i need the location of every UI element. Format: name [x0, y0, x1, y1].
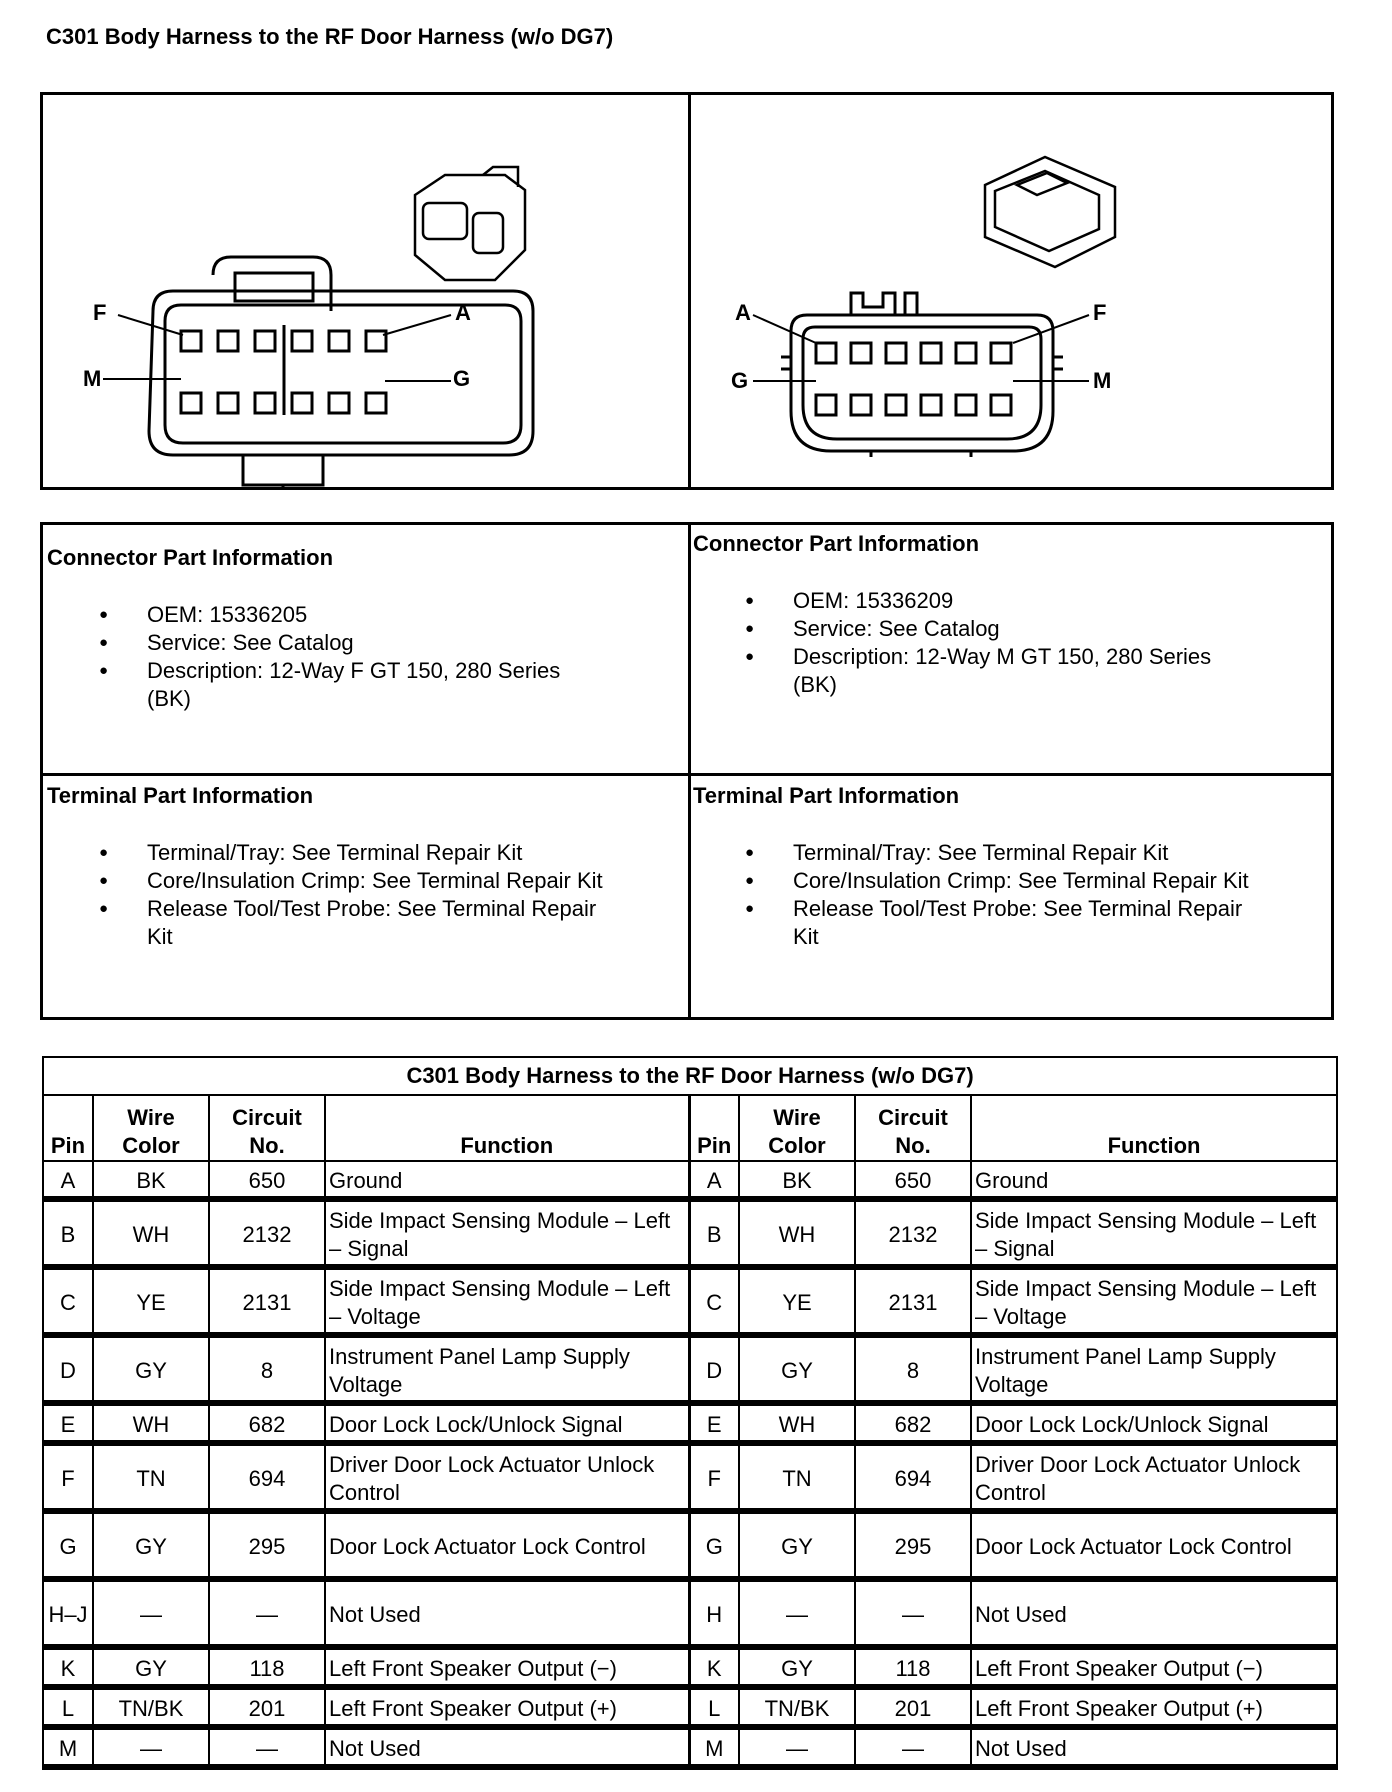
function-cell: Left Front Speaker Output (+) [971, 1689, 1337, 1729]
pin-cell: B [689, 1201, 739, 1269]
pin-cell: D [43, 1337, 93, 1405]
function-cell: Instrument Panel Lamp Supply Voltage [325, 1337, 689, 1405]
pin-label-a: A [455, 300, 471, 325]
connector-diagram-panel [40, 92, 1334, 490]
col-header-circuit: Circuit No. [855, 1095, 971, 1161]
function-cell: Driver Door Lock Actuator Unlock Control [325, 1445, 689, 1513]
wire-color-cell: WH [739, 1201, 855, 1269]
terminal-heading: Terminal Part Information [693, 783, 960, 808]
function-cell: Not Used [971, 1581, 1337, 1649]
pin-cell: C [43, 1269, 93, 1337]
wire-color-cell: WH [93, 1405, 209, 1445]
function-cell: Side Impact Sensing Module – Left – Signal [971, 1201, 1337, 1269]
pin-cell: K [43, 1649, 93, 1689]
wire-color-cell: BK [739, 1161, 855, 1201]
wire-color-cell: TN/BK [739, 1689, 855, 1729]
connector-heading: Connector Part Information [47, 545, 334, 570]
function-cell: Instrument Panel Lamp Supply Voltage [971, 1337, 1337, 1405]
circuit-cell: 8 [209, 1337, 325, 1405]
pin-cell: H–J [43, 1581, 93, 1649]
col-header-function: Function [325, 1095, 689, 1161]
function-cell: Not Used [325, 1729, 689, 1769]
wire-color-cell: — [93, 1729, 209, 1769]
wire-color-cell: GY [93, 1513, 209, 1581]
col-header-wire-color: Wire Color [739, 1095, 855, 1161]
pin-cell: G [43, 1513, 93, 1581]
pin-cell: H [689, 1581, 739, 1649]
wire-color-cell: TN [739, 1445, 855, 1513]
function-cell: Not Used [325, 1581, 689, 1649]
function-cell: Driver Door Lock Actuator Unlock Control [971, 1445, 1337, 1513]
info-vertical-divider [688, 525, 691, 1017]
function-cell: Left Front Speaker Output (−) [325, 1649, 689, 1689]
pin-cell: F [689, 1445, 739, 1513]
wire-color-cell: YE [739, 1269, 855, 1337]
col-header-pin: Pin [43, 1095, 93, 1161]
circuit-cell: 2132 [855, 1201, 971, 1269]
pin-cell: E [43, 1405, 93, 1445]
wire-color-cell: GY [739, 1337, 855, 1405]
wire-color-cell: TN/BK [93, 1689, 209, 1729]
list-item: ● Description: 12-Way M GT 150, 280 Series (BK) [693, 643, 1253, 699]
list-item: ● Release Tool/Test Probe: See Terminal Repair Kit [47, 895, 607, 951]
function-cell: Door Lock Lock/Unlock Signal [971, 1405, 1337, 1445]
list-item: ● Release Tool/Test Probe: See Terminal Repair Kit [693, 895, 1253, 951]
wire-color-cell: GY [739, 1513, 855, 1581]
circuit-cell: 295 [209, 1513, 325, 1581]
wire-color-cell: — [93, 1581, 209, 1649]
circuit-cell: 694 [855, 1445, 971, 1513]
col-header-pin: Pin [689, 1095, 739, 1161]
list-item: ● Terminal/Tray: See Terminal Repair Kit [47, 839, 607, 867]
wire-color-cell: — [739, 1581, 855, 1649]
pin-label-f: F [93, 300, 107, 325]
wire-color-cell: TN [93, 1445, 209, 1513]
circuit-cell: 682 [209, 1405, 325, 1445]
circuit-cell: 2131 [855, 1269, 971, 1337]
pin-cell: D [689, 1337, 739, 1405]
list-item: ● OEM: 15336205 [47, 601, 607, 629]
circuit-cell: — [209, 1729, 325, 1769]
terminal-heading: Terminal Part Information [47, 783, 314, 808]
pinout-table [42, 1056, 1338, 1770]
wire-color-cell: WH [739, 1405, 855, 1445]
wire-color-cell: GY [93, 1649, 209, 1689]
list-item: ● Description: 12-Way F GT 150, 280 Series (BK) [47, 657, 607, 713]
col-header-wire-color: Wire Color [93, 1095, 209, 1161]
circuit-cell: 201 [209, 1689, 325, 1729]
function-cell: Ground [325, 1161, 689, 1201]
col-header-function: Function [971, 1095, 1337, 1161]
pin-cell: B [43, 1201, 93, 1269]
circuit-cell: — [209, 1581, 325, 1649]
function-cell: Left Front Speaker Output (+) [325, 1689, 689, 1729]
pin-cell: L [689, 1689, 739, 1729]
circuit-cell: 2132 [209, 1201, 325, 1269]
table-row [43, 1729, 1337, 1769]
pin-cell: F [43, 1445, 93, 1513]
wire-color-cell: WH [93, 1201, 209, 1269]
pin-cell: L [43, 1689, 93, 1729]
pin-cell: M [43, 1729, 93, 1769]
circuit-cell: 2131 [209, 1269, 325, 1337]
list-item: ● Core/Insulation Crimp: See Terminal Repair Kit [693, 867, 1253, 895]
left-connector-info [47, 545, 607, 713]
circuit-cell: 295 [855, 1513, 971, 1581]
pin-cell: G [689, 1513, 739, 1581]
pin-cell: A [43, 1161, 93, 1201]
pin-cell: M [689, 1729, 739, 1769]
wire-color-cell: GY [739, 1649, 855, 1689]
pin-cell: C [689, 1269, 739, 1337]
function-cell: Door Lock Lock/Unlock Signal [325, 1405, 689, 1445]
connector-heading: Connector Part Information [693, 531, 980, 556]
left-terminal-info [47, 783, 607, 951]
function-cell: Side Impact Sensing Module – Left – Signal [325, 1201, 689, 1269]
circuit-cell: 201 [855, 1689, 971, 1729]
function-cell: Door Lock Actuator Lock Control [325, 1513, 689, 1581]
part-information-panel [40, 522, 1334, 1020]
function-cell: Side Impact Sensing Module – Left – Voltage [971, 1269, 1337, 1337]
circuit-cell: — [855, 1729, 971, 1769]
pin-label-g: G [731, 368, 749, 393]
pin-label-g: G [453, 366, 471, 391]
right-connector-info [693, 531, 1253, 699]
table-row [43, 1689, 1337, 1729]
wire-color-cell: GY [93, 1337, 209, 1405]
circuit-cell: 118 [209, 1649, 325, 1689]
list-item: ● Service: See Catalog [693, 615, 1253, 643]
male-connector-diagram [691, 95, 1331, 487]
female-connector-diagram [43, 95, 683, 487]
table-row [43, 1201, 1337, 1269]
circuit-cell: 118 [855, 1649, 971, 1689]
function-cell: Door Lock Actuator Lock Control [971, 1513, 1337, 1581]
table-row [43, 1649, 1337, 1689]
function-cell: Not Used [971, 1729, 1337, 1769]
circuit-cell: 650 [855, 1161, 971, 1201]
table-row [43, 1445, 1337, 1513]
function-cell: Left Front Speaker Output (−) [971, 1649, 1337, 1689]
table-caption: C301 Body Harness to the RF Door Harness (w/o DG7) [43, 1057, 1337, 1095]
list-item: ● OEM: 15336209 [693, 587, 1253, 615]
table-row [43, 1337, 1337, 1405]
function-cell: Ground [971, 1161, 1337, 1201]
circuit-cell: 682 [855, 1405, 971, 1445]
wire-color-cell: BK [93, 1161, 209, 1201]
pin-cell: A [689, 1161, 739, 1201]
list-item: ● Terminal/Tray: See Terminal Repair Kit [693, 839, 1253, 867]
circuit-cell: 694 [209, 1445, 325, 1513]
pin-label-m: M [83, 366, 102, 391]
list-item: ● Service: See Catalog [47, 629, 607, 657]
pin-label-a: A [735, 300, 751, 325]
wire-color-cell: — [739, 1729, 855, 1769]
table-row [43, 1161, 1337, 1201]
wire-color-cell: YE [93, 1269, 209, 1337]
info-horizontal-divider [43, 773, 1331, 776]
pin-cell: E [689, 1405, 739, 1445]
circuit-cell: 8 [855, 1337, 971, 1405]
function-cell: Side Impact Sensing Module – Left – Voltage [325, 1269, 689, 1337]
table-row [43, 1581, 1337, 1649]
list-item: ● Core/Insulation Crimp: See Terminal Repair Kit [47, 867, 607, 895]
pin-label-f: F [1093, 300, 1107, 325]
right-terminal-info [693, 783, 1253, 951]
table-row [43, 1513, 1337, 1581]
circuit-cell: — [855, 1581, 971, 1649]
table-row [43, 1269, 1337, 1337]
col-header-circuit: Circuit No. [209, 1095, 325, 1161]
page-title: C301 Body Harness to the RF Door Harness (w/o DG7) [46, 24, 614, 49]
table-row [43, 1405, 1337, 1445]
pin-cell: K [689, 1649, 739, 1689]
circuit-cell: 650 [209, 1161, 325, 1201]
pin-label-m: M [1093, 368, 1112, 393]
